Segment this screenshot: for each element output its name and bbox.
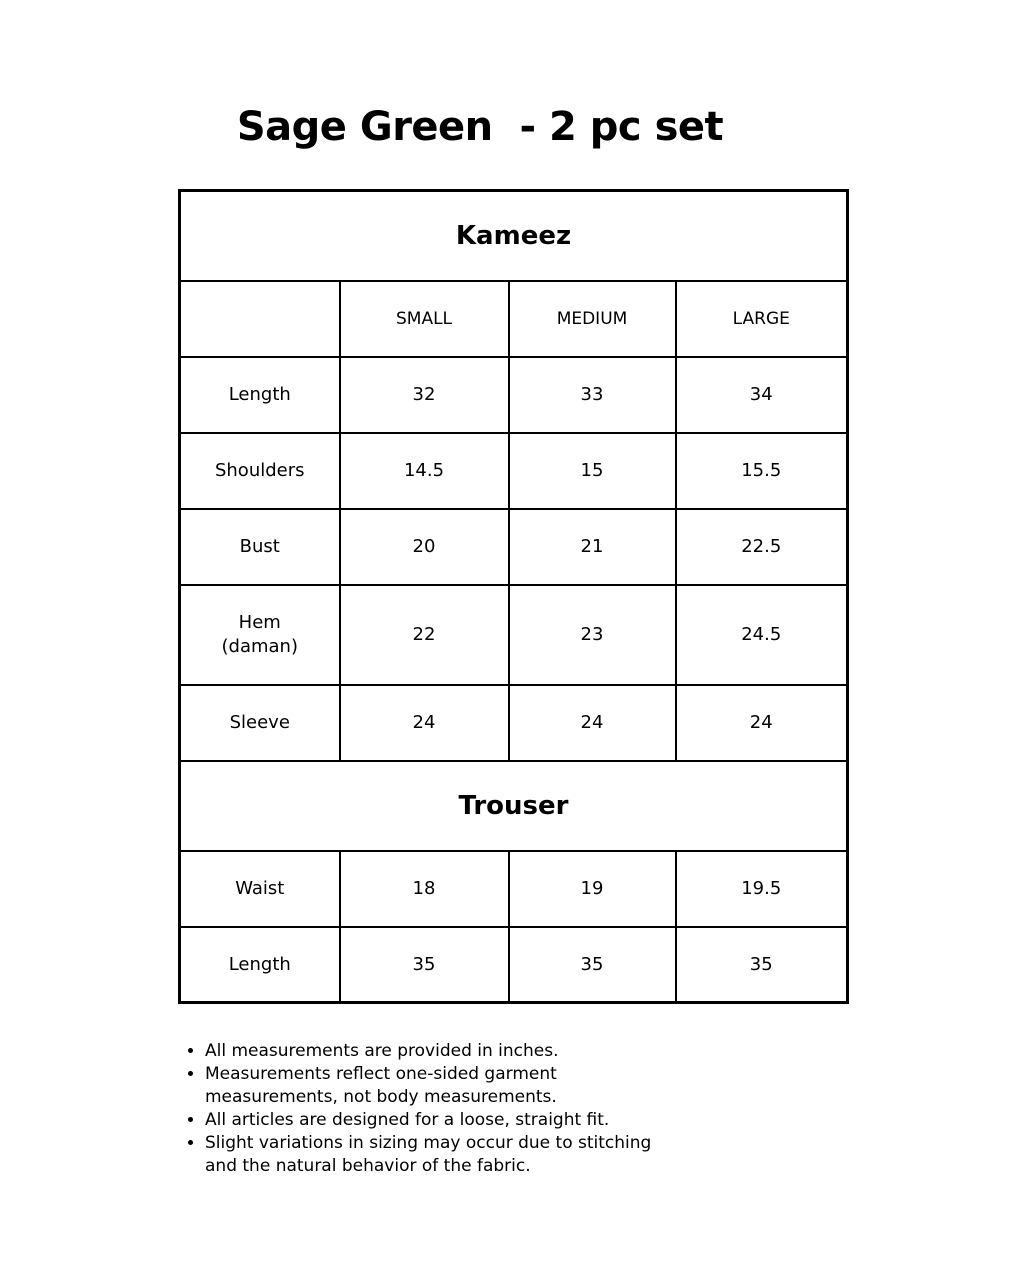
list-item: • Measurements reflect one-sided garment measurements, not body measurements. xyxy=(205,1063,685,1109)
row-label-text xyxy=(222,611,298,659)
notes-list xyxy=(183,1040,685,1178)
list-item: • Slight variations in sizing may occur due to stitching and the natural behavior of the fabric. xyxy=(205,1132,685,1178)
table-cell: 24 xyxy=(509,685,676,761)
row-label: Waist xyxy=(180,851,340,927)
table-cell: 24 xyxy=(340,685,509,761)
row-label xyxy=(180,585,340,685)
trouser-heading: Trouser xyxy=(180,761,848,851)
trouser-section-row xyxy=(180,761,848,851)
kameez-section-row xyxy=(180,191,848,281)
row-label: Length xyxy=(180,357,340,433)
table-cell: 18 xyxy=(340,851,509,927)
row-label: Length xyxy=(180,927,340,1003)
table-cell: 35 xyxy=(676,927,848,1003)
table-cell: 19.5 xyxy=(676,851,848,927)
column-header-large: LARGE xyxy=(676,281,848,357)
table-row xyxy=(180,585,848,685)
table-cell: 22.5 xyxy=(676,509,848,585)
table-cell: 15 xyxy=(509,433,676,509)
column-header-medium: MEDIUM xyxy=(509,281,676,357)
table-cell: 34 xyxy=(676,357,848,433)
row-label: Bust xyxy=(180,509,340,585)
table-row xyxy=(180,433,848,509)
row-label: Sleeve xyxy=(180,685,340,761)
table-cell: 35 xyxy=(340,927,509,1003)
row-label-line: Hem xyxy=(238,611,281,633)
table-cell: 35 xyxy=(509,927,676,1003)
size-chart-table xyxy=(178,189,849,1004)
column-header-small: SMALL xyxy=(340,281,509,357)
table-cell: 33 xyxy=(509,357,676,433)
table-cell: 15.5 xyxy=(676,433,848,509)
list-item: • All articles are designed for a loose, straight fit. xyxy=(205,1109,685,1132)
table-row xyxy=(180,927,848,1003)
table-cell: 19 xyxy=(509,851,676,927)
row-label-line: (daman) xyxy=(221,635,298,657)
table-cell: 20 xyxy=(340,509,509,585)
table-cell: 32 xyxy=(340,357,509,433)
table-cell: 24.5 xyxy=(676,585,848,685)
table-cell: 14.5 xyxy=(340,433,509,509)
size-header-row xyxy=(180,281,848,357)
empty-header-cell xyxy=(180,281,340,357)
page-title: Sage Green - 2 pc set xyxy=(236,104,724,150)
table-row xyxy=(180,509,848,585)
table-cell: 23 xyxy=(509,585,676,685)
table-cell: 24 xyxy=(676,685,848,761)
table-row xyxy=(180,851,848,927)
table-cell: 22 xyxy=(340,585,509,685)
table-cell: 21 xyxy=(509,509,676,585)
row-label: Shoulders xyxy=(180,433,340,509)
table-row xyxy=(180,685,848,761)
table-row xyxy=(180,357,848,433)
kameez-heading: Kameez xyxy=(180,191,848,281)
list-item: • All measurements are provided in inches. xyxy=(205,1040,685,1063)
